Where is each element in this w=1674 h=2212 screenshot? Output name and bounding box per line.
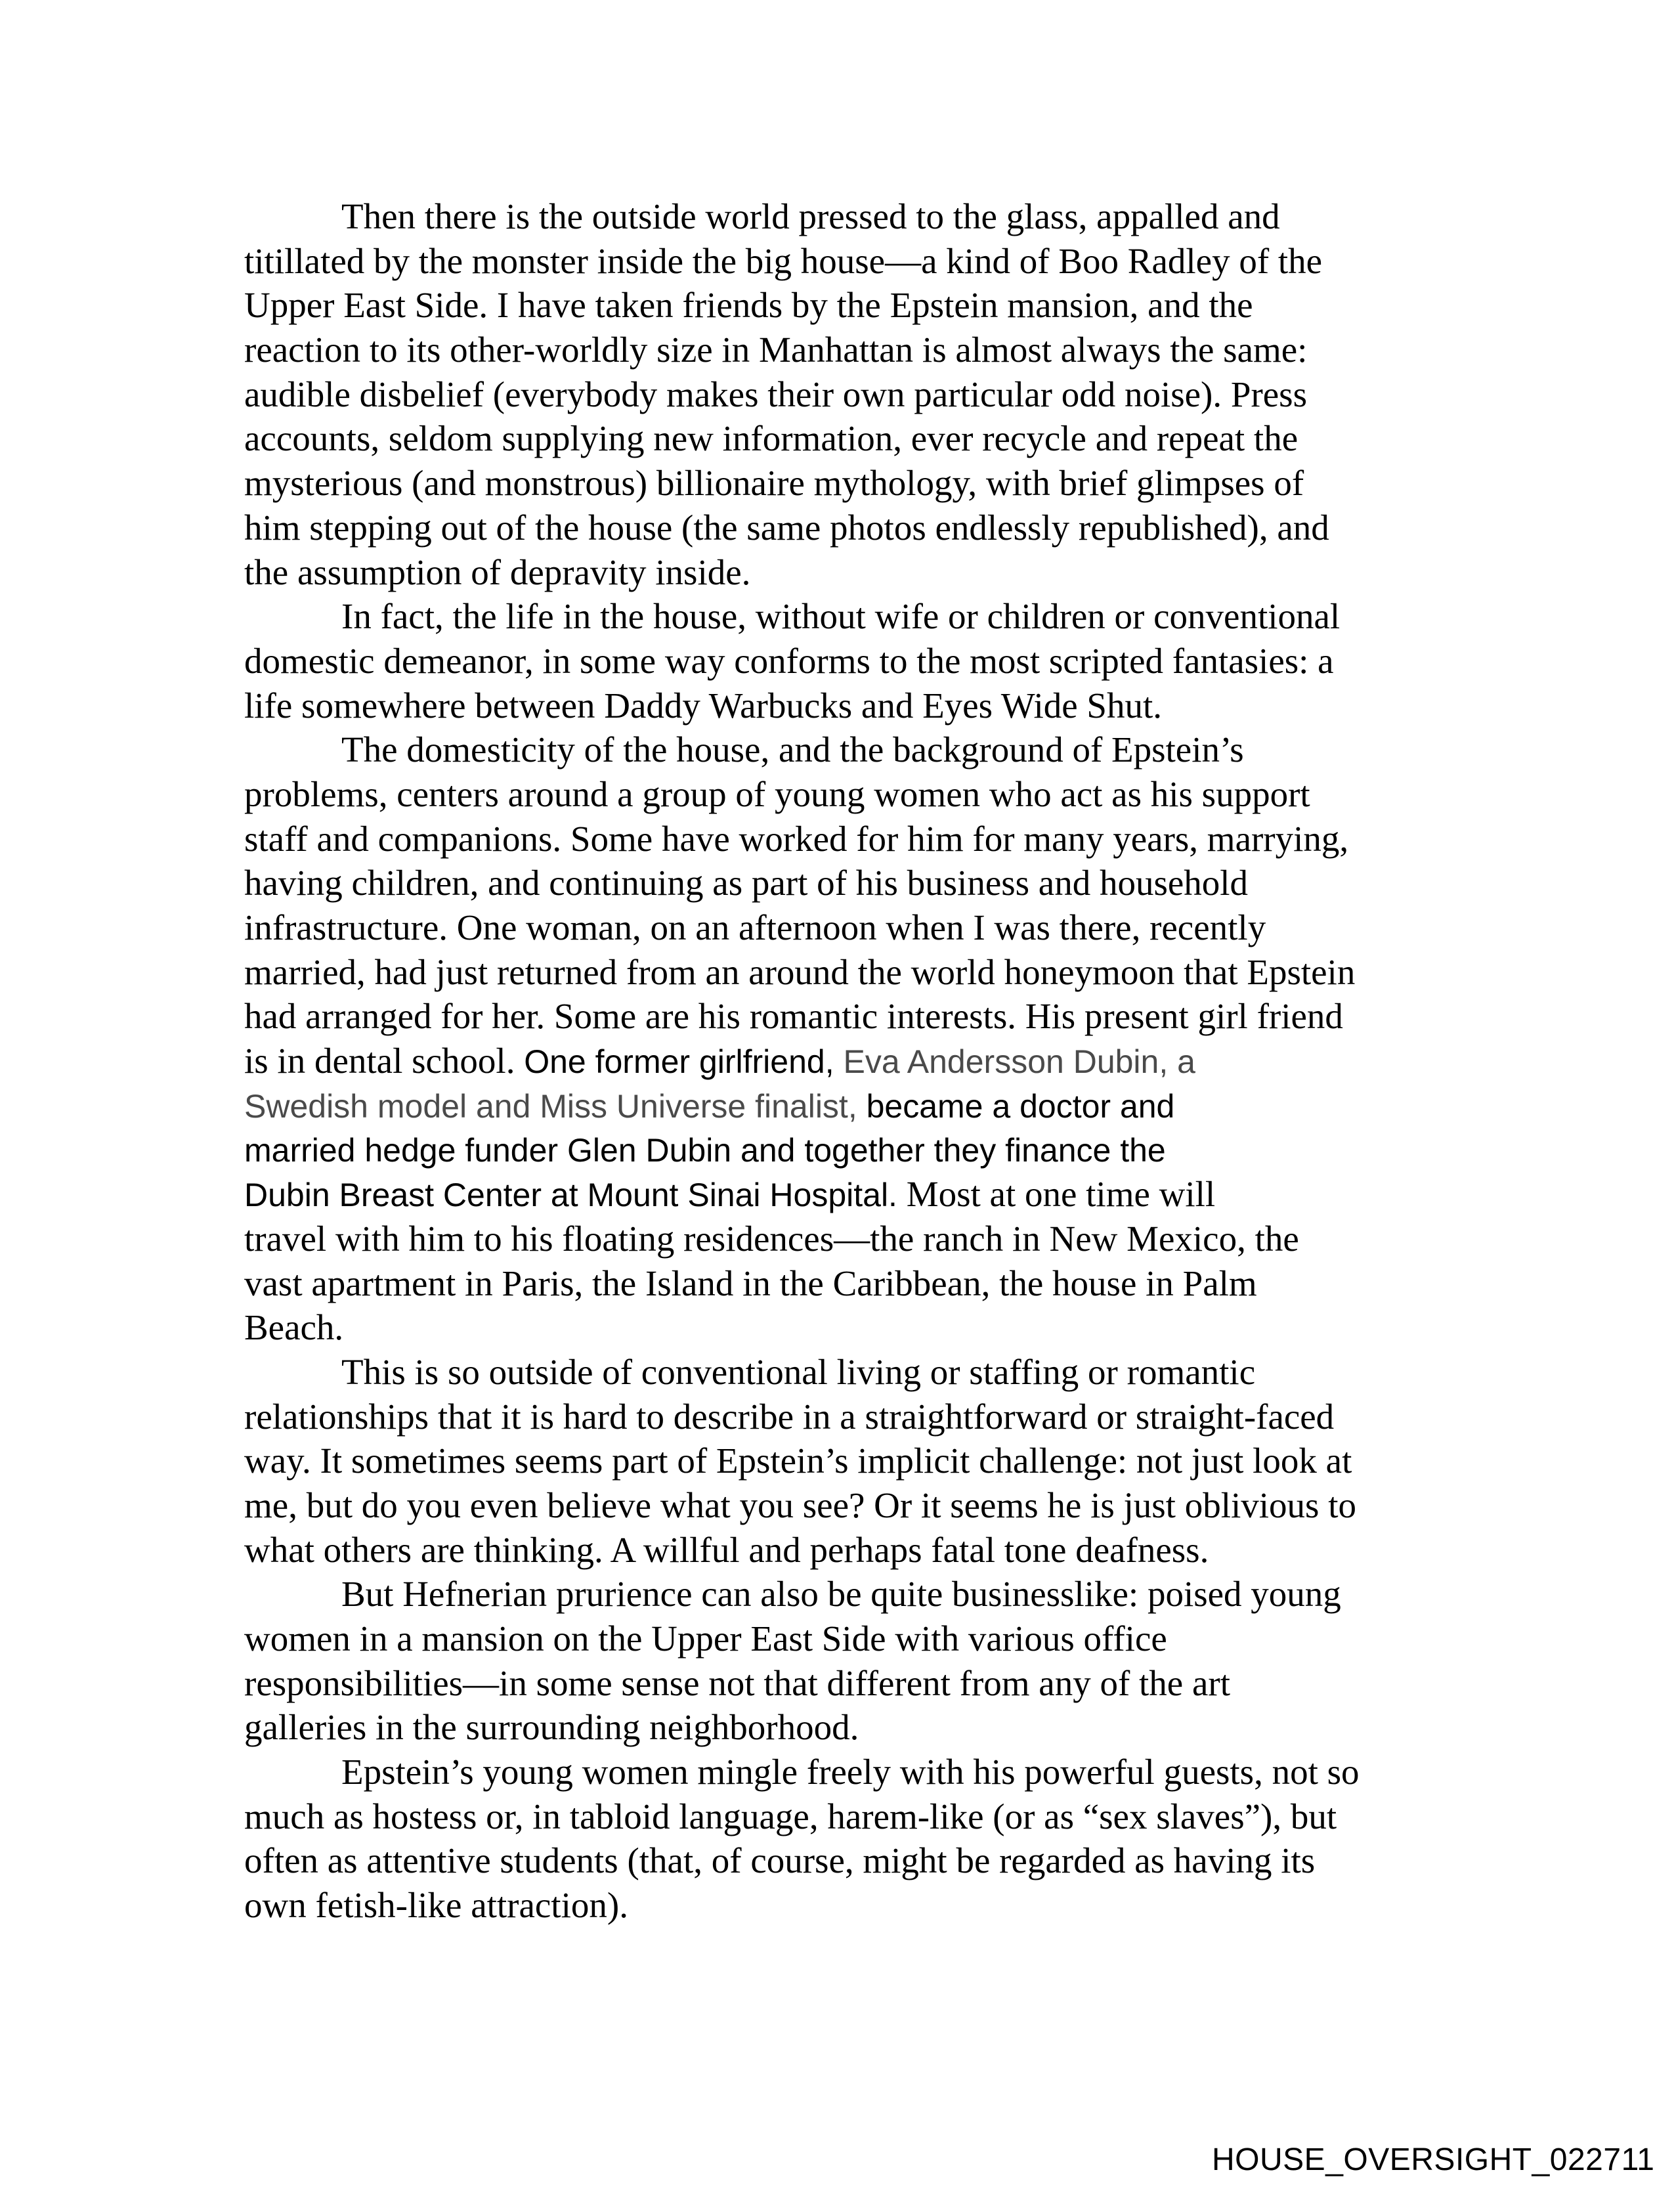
text-line — [244, 550, 1439, 595]
text-segment: much as hostess or, in tabloid language, harem-like (or as “sex slaves”), but — [244, 1796, 1337, 1836]
text-line — [244, 328, 1439, 372]
text-segment: mysterious (and monstrous) billionaire mythology, with brief glimpses of — [244, 463, 1304, 504]
text-line — [244, 1172, 1439, 1217]
text-line — [244, 639, 1439, 683]
text-segment: married hedge funder Glen Dubin and together they finance the — [244, 1132, 1166, 1169]
text-segment: way. It sometimes seems part of Epstein’s implicit challenge: not just look at — [244, 1441, 1352, 1481]
text-line — [244, 1705, 1439, 1750]
text-segment: audible disbelief (everybody makes their own particular odd noise). Press — [244, 374, 1307, 414]
paragraph — [244, 1350, 1439, 1572]
text-segment: Most at one time will — [897, 1174, 1216, 1215]
text-segment: own fetish-like attraction). — [244, 1885, 628, 1926]
text-segment: Dubin Breast Center at Mount Sinai Hospital. — [244, 1177, 897, 1214]
text-segment: married, had just returned from an around the world honeymoon that Epstein — [244, 951, 1356, 992]
text-line — [244, 1750, 1439, 1794]
text-segment: travel with him to his floating residences—the ranch in New Mexico, the — [244, 1218, 1299, 1259]
text-line — [244, 1794, 1439, 1839]
text-segment: responsibilities—in some sense not that different from any of the art — [244, 1662, 1230, 1703]
text-segment: often as attentive students (that, of course, might be regarded as having its — [244, 1840, 1316, 1881]
text-line — [244, 1395, 1439, 1439]
document-body — [244, 194, 1439, 1928]
paragraph — [244, 1572, 1439, 1750]
text-segment: women in a mansion on the Upper East Side with various office — [244, 1618, 1167, 1659]
text-line — [244, 1261, 1439, 1306]
text-line — [244, 727, 1439, 772]
paragraph — [244, 594, 1439, 727]
text-line — [244, 905, 1439, 950]
text-line — [244, 1039, 1439, 1083]
text-line — [244, 416, 1439, 461]
text-line — [244, 1572, 1439, 1616]
text-line — [244, 1127, 1439, 1172]
text-line — [244, 1217, 1439, 1261]
text-line — [244, 1483, 1439, 1528]
text-segment: him stepping out of the house (the same photos endlessly republished), and — [244, 507, 1329, 548]
text-segment: reaction to its other-worldly size in Manhattan is almost always the same: — [244, 330, 1308, 370]
text-segment: Epstein’s young women mingle freely with his powerful guests, not so — [341, 1752, 1360, 1792]
text-segment: accounts, seldom supplying new information, ever recycle and repeat the — [244, 418, 1298, 459]
paragraph — [244, 194, 1439, 594]
text-segment: had arranged for her. Some are his romantic interests. His present girl friend — [244, 996, 1343, 1037]
text-line — [244, 861, 1439, 905]
paragraph — [244, 1750, 1439, 1928]
text-segment: titillated by the monster inside the big house—a kind of Boo Radley of the — [244, 240, 1323, 281]
text-segment: But Hefnerian prurience can also be quite businesslike: poised young — [341, 1574, 1341, 1615]
text-line — [244, 239, 1439, 284]
text-line — [244, 772, 1439, 817]
text-segment: problems, centers around a group of young women who act as his support — [244, 773, 1310, 814]
text-segment: Swedish model and Miss Universe finalist, — [244, 1087, 867, 1125]
text-segment: is in dental school. — [244, 1041, 525, 1081]
text-segment: staff and companions. Some have worked for him for many years, marrying, — [244, 818, 1349, 859]
text-segment: Upper East Side. I have taken friends by the Epstein mansion, and the — [244, 285, 1253, 326]
text-line — [244, 1350, 1439, 1395]
text-segment: domestic demeanor, in some way conforms to the most scripted fantasies: a — [244, 640, 1334, 681]
text-line — [244, 1305, 1439, 1350]
text-segment: the assumption of depravity inside. — [244, 552, 751, 592]
text-line — [244, 1838, 1439, 1883]
text-segment: vast apartment in Paris, the Island in the Caribbean, the house in Palm — [244, 1263, 1257, 1303]
text-line — [244, 506, 1439, 550]
text-line — [244, 817, 1439, 861]
text-line — [244, 1616, 1439, 1661]
text-segment: Beach. — [244, 1307, 344, 1348]
text-line — [244, 461, 1439, 506]
text-segment: having children, and continuing as part of his business and household — [244, 863, 1249, 903]
text-segment: what others are thinking. A willful and perhaps fatal tone deafness. — [244, 1529, 1209, 1570]
text-line — [244, 283, 1439, 328]
text-line — [244, 1661, 1439, 1706]
text-segment: infrastructure. One woman, on an afternoon when I was there, recently — [244, 907, 1266, 947]
text-segment: One former girlfriend, — [524, 1043, 844, 1081]
text-segment: me, but do you even believe what you see? Or it seems he is just oblivious to — [244, 1485, 1356, 1525]
text-line — [244, 1083, 1439, 1128]
text-line — [244, 950, 1439, 995]
text-line — [244, 372, 1439, 417]
text-line — [244, 1883, 1439, 1928]
text-segment: life somewhere between Daddy Warbucks and Eyes Wide Shut. — [244, 685, 1163, 726]
text-line — [244, 683, 1439, 728]
text-line — [244, 994, 1439, 1039]
text-segment: became a doctor and — [866, 1087, 1175, 1125]
text-line — [244, 194, 1439, 239]
text-segment: relationships that it is hard to describe in a straightforward or straight-faced — [244, 1396, 1335, 1437]
bates-stamp: HOUSE_OVERSIGHT_022711 — [1212, 2142, 1655, 2177]
text-segment: This is so outside of conventional living or staffing or romantic — [341, 1351, 1256, 1392]
paragraph — [244, 727, 1439, 1350]
text-segment: Then there is the outside world pressed to the glass, appalled and — [341, 196, 1280, 236]
text-segment: galleries in the surrounding neighborhood. — [244, 1707, 859, 1748]
text-line — [244, 1528, 1439, 1572]
text-segment: The domesticity of the house, and the background of Epstein’s — [341, 729, 1244, 770]
text-segment: Eva Andersson Dubin, a — [843, 1043, 1195, 1081]
text-line — [244, 594, 1439, 639]
text-segment: In fact, the life in the house, without wife or children or conventional — [341, 596, 1341, 637]
text-line — [244, 1439, 1439, 1483]
